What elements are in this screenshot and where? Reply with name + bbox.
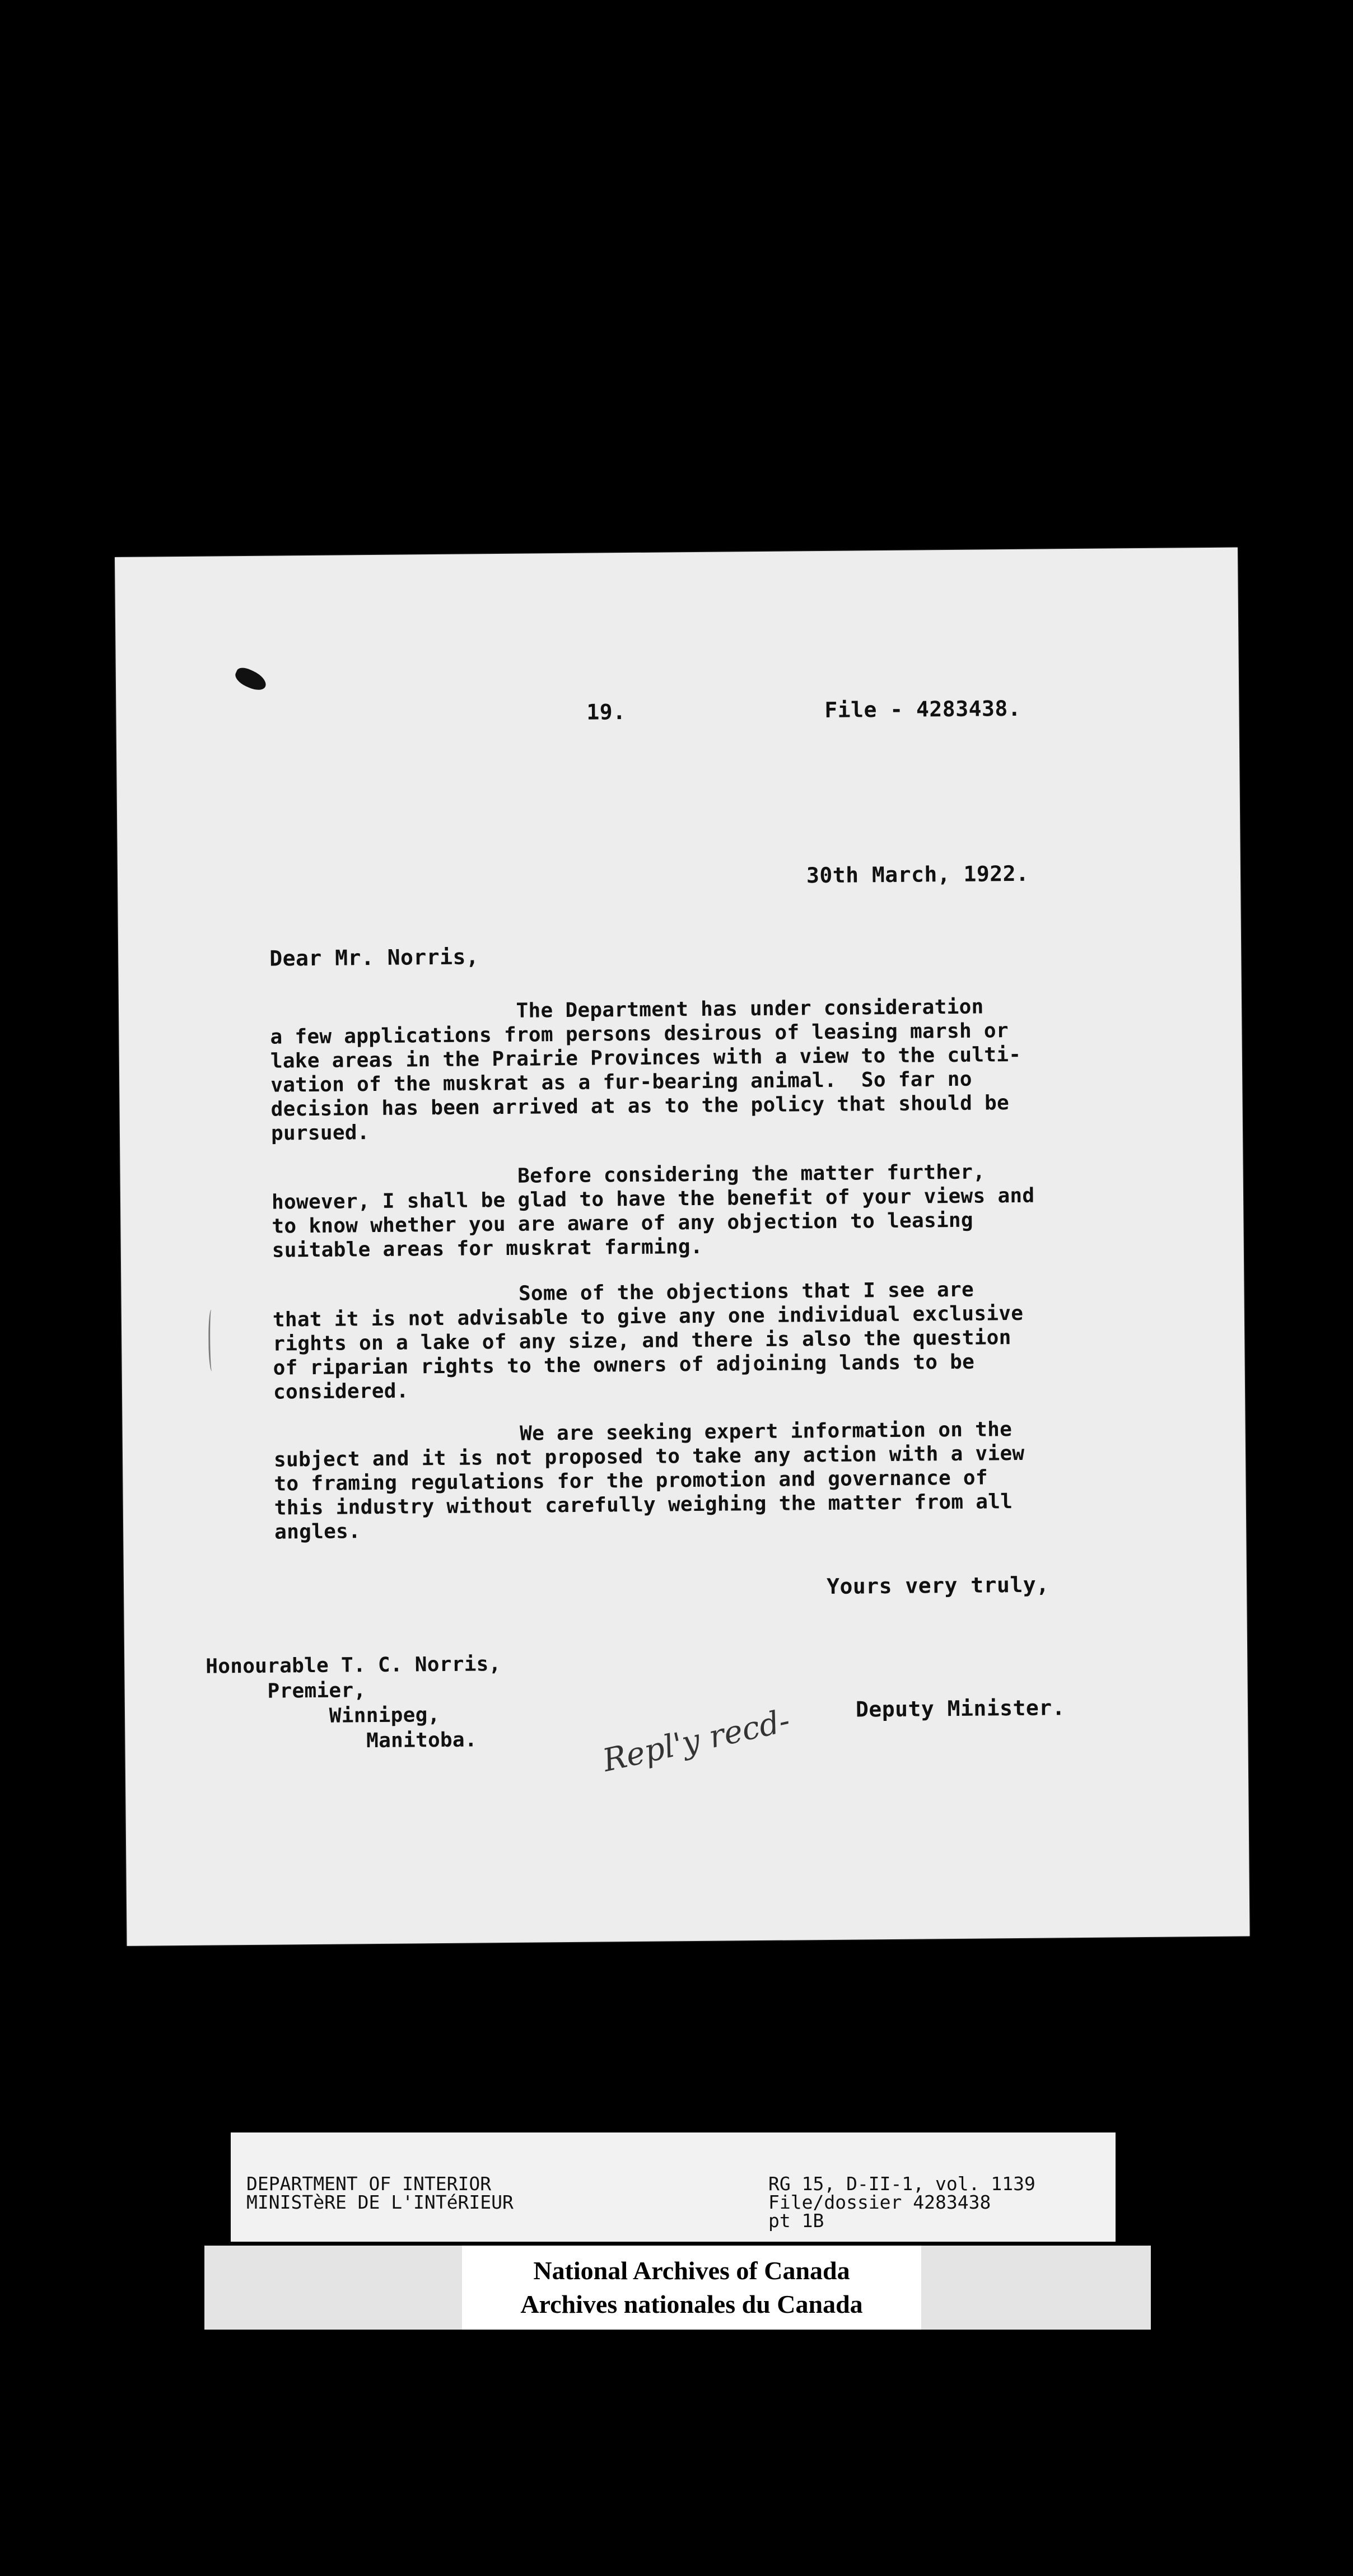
- closing: Yours very truly,: [826, 1572, 1049, 1599]
- body-paragraph-3: [272, 1277, 1024, 1404]
- letter-page: [115, 548, 1250, 1946]
- recipient-address: [206, 1651, 502, 1755]
- body-line: We are seeking expert information on the: [273, 1418, 1013, 1448]
- body-paragraph-4: [274, 1417, 1025, 1544]
- archives-banner-panel: [462, 2246, 921, 2330]
- pencil-mark: [208, 1310, 215, 1371]
- department-english: DEPARTMENT OF INTERIOR: [246, 2173, 492, 2195]
- body-line: suitable areas for muskrat farming.: [272, 1235, 703, 1262]
- address-line: Manitoba.: [206, 1728, 478, 1754]
- body-line: The Department has under consideration: [269, 995, 984, 1025]
- body-line: pursued.: [270, 1121, 370, 1145]
- salutation: Dear Mr. Norris,: [269, 944, 479, 971]
- body-line: this industry without carefully weighing the matter from all: [274, 1490, 1013, 1520]
- address-line: Honourable T. C. Norris,: [206, 1653, 501, 1678]
- signature-title: Deputy Minister.: [855, 1695, 1066, 1722]
- page-number: 19.: [586, 699, 626, 725]
- archive-reference-label: [231, 2132, 1116, 2242]
- body-paragraph-1: [270, 995, 1022, 1146]
- body-line: decision has been arrived at as to the policy that should be: [270, 1091, 1010, 1121]
- body-line: a few applications from persons desirous of leasing marsh or: [270, 1019, 1009, 1049]
- body-line: however, I shall be glad to have the benefit of your views and: [271, 1184, 1035, 1214]
- archives-banner: [204, 2246, 1151, 2330]
- body-line: to know whether you are aware of any objection to leasing: [272, 1208, 974, 1238]
- archives-name-french: Archives nationales du Canada: [520, 2290, 863, 2318]
- address-line: Premier,: [206, 1679, 366, 1704]
- file-reference: File - 4283438.: [824, 696, 1021, 722]
- body-line: angles.: [274, 1520, 361, 1544]
- reference-line-3: pt 1B: [768, 2210, 824, 2232]
- handwritten-note: Repl'y recd-: [599, 1702, 794, 1780]
- body-line: subject and it is not proposed to take any action with a view: [273, 1441, 1025, 1472]
- archives-name-english: National Archives of Canada: [533, 2256, 850, 2285]
- body-line: Before considering the matter further,: [271, 1160, 986, 1190]
- reference-line-2: File/dossier 4283438: [768, 2191, 991, 2213]
- department-french: MINISTèRE DE L'INTéRIEUR: [246, 2191, 514, 2213]
- body-line: considered.: [273, 1379, 409, 1404]
- letter-date: 30th March, 1922.: [806, 861, 1029, 888]
- body-paragraph-2: [272, 1160, 1035, 1263]
- body-line: to framing regulations for the promotion and governance of: [274, 1466, 988, 1496]
- body-line: of riparian rights to the owners of adjoining lands to be: [273, 1350, 975, 1380]
- body-line: that it is not advisable to give any one individual exclusive: [272, 1301, 1024, 1332]
- ink-smudge: [232, 665, 269, 693]
- reference-line-1: RG 15, D-II-1, vol. 1139: [768, 2173, 1035, 2195]
- address-line: Winnipeg,: [206, 1704, 440, 1729]
- body-line: rights on a lake of any size, and there is also the question: [273, 1326, 1011, 1356]
- body-line: vation of the muskrat as a fur-bearing animal. So far no: [270, 1067, 972, 1097]
- body-line: Some of the objections that I see are: [272, 1278, 974, 1308]
- body-line: lake areas in the Prairie Provinces with a view to the culti-: [270, 1043, 1021, 1073]
